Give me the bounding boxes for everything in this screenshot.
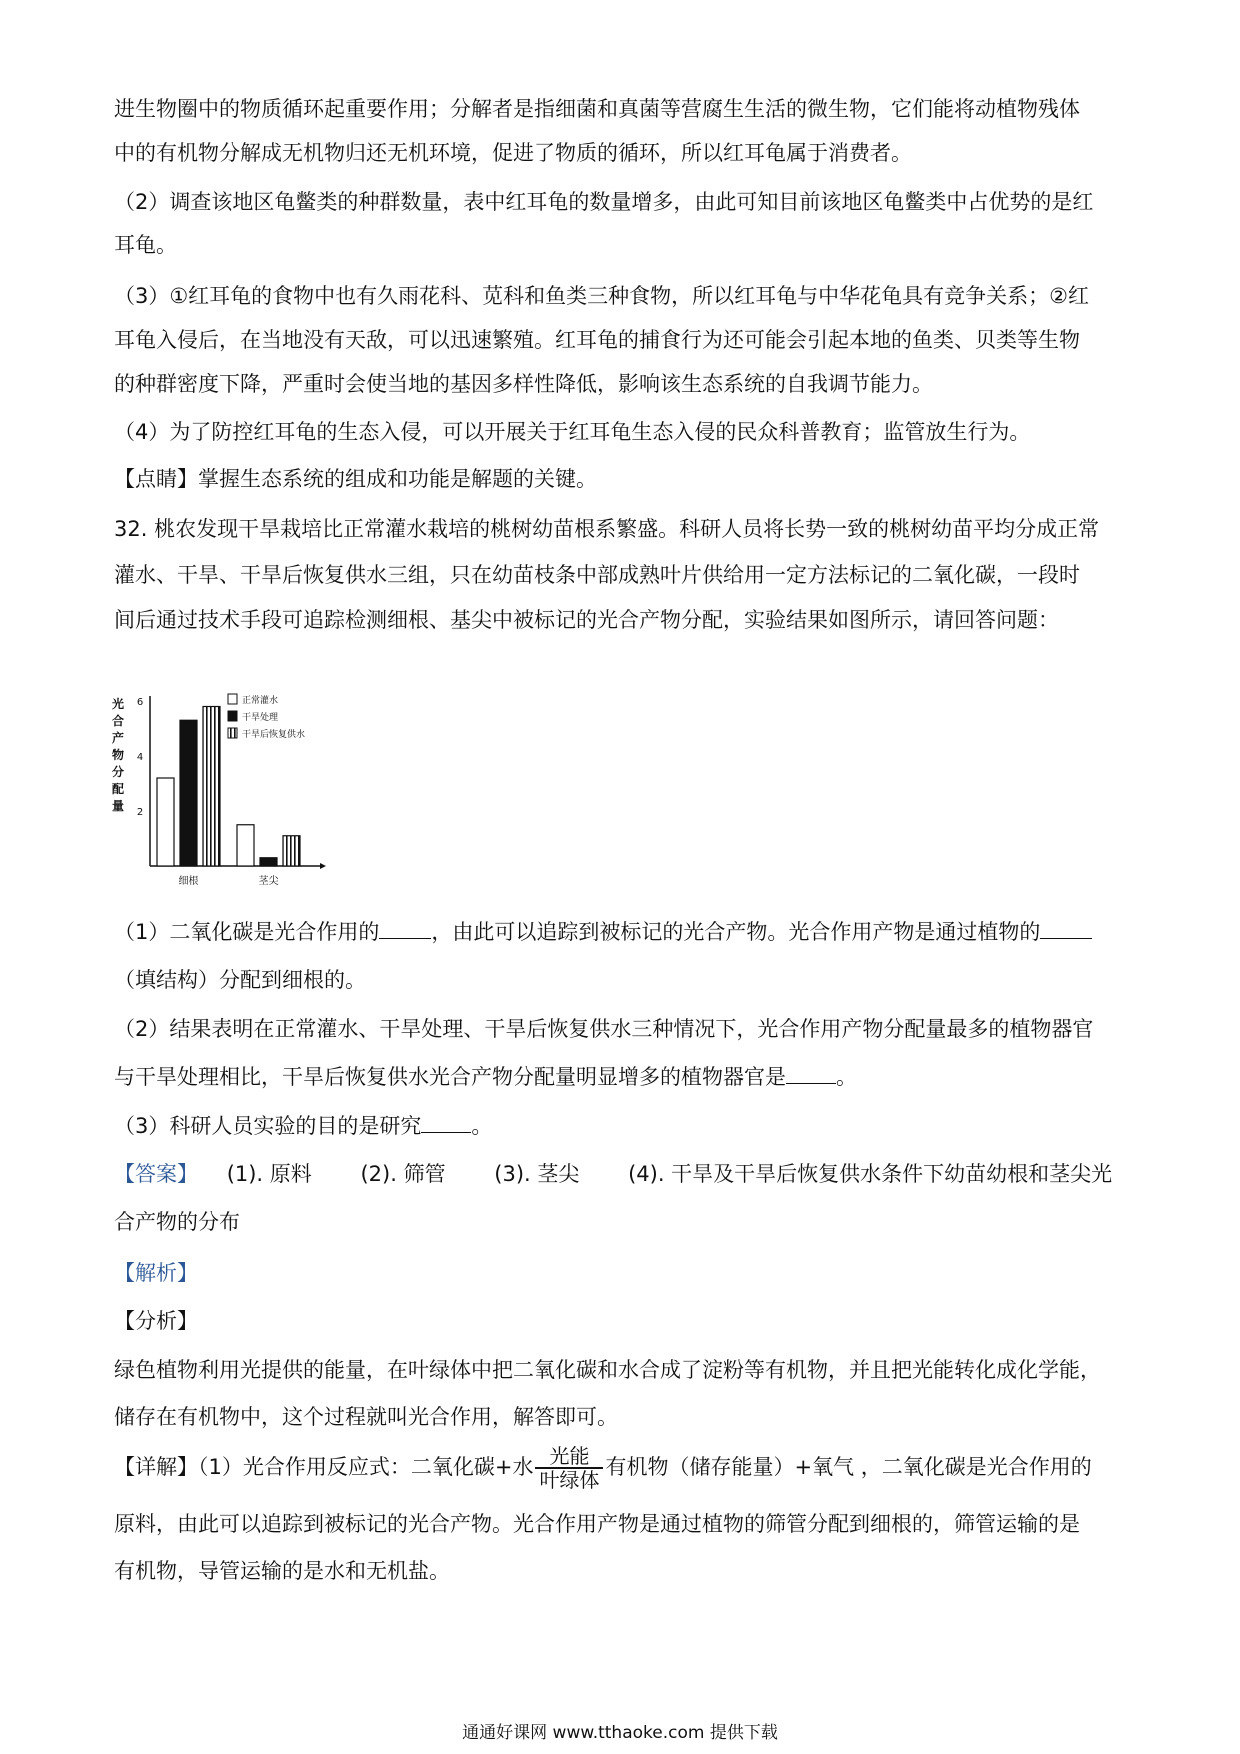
- analysis-line: 绿色植物利用光提供的能量，在叶绿体中把二氧化碳和水合成了淀粉等有机物，并且把光能转化成化学能，: [114, 1358, 1101, 1382]
- detail-line: 原料，由此可以追踪到被标记的光合产物。光合作用产物是通过植物的筛管分配到细根的，筛管运输的是: [114, 1512, 1080, 1536]
- sub3-text-b: 。: [471, 1114, 493, 1138]
- answer-blank: [1040, 920, 1092, 939]
- y-tick-label: 4: [136, 752, 144, 763]
- question-sub2-line: [114, 1063, 1130, 1091]
- y-axis-label-char: 产: [112, 731, 125, 745]
- bar-1-0: [237, 825, 254, 866]
- y-tick-label: 6: [136, 697, 144, 708]
- tip-line: 【点睛】掌握生态系统的组成和功能是解题的关键。: [114, 467, 597, 491]
- y-tick-label: 2: [136, 807, 144, 818]
- detail-text-a: （1）光合作用反应式：二氧化碳+水: [198, 1455, 534, 1479]
- legend-swatch: [228, 694, 237, 704]
- legend-swatch: [228, 728, 237, 738]
- answer-blank: [379, 920, 431, 939]
- detail-text-b: 有机物（储存能量）+氧气 ，二氧化碳是光合作用的: [605, 1455, 1092, 1479]
- bar-1-2: [283, 836, 300, 866]
- y-axis-label-char: 光: [112, 697, 125, 711]
- question-line: 灌水、干旱、干旱后恢复供水三组，只在幼苗枝条中部成熟叶片供给用一定方法标记的二氧化碳，一段时: [114, 563, 1080, 587]
- sub2-text-a: 与干旱处理相比，干旱后恢复供水光合产物分配量明显增多的植物器官是: [114, 1065, 786, 1089]
- detail-label: 【详解】: [114, 1455, 198, 1479]
- paragraph-line: 中的有机物分解成无机物归还无机环境，促进了物质的循环，所以红耳龟属于消费者。: [114, 141, 912, 165]
- detail-line: 有机物，导管运输的是水和无机盐。: [114, 1559, 450, 1583]
- bar-0-2: [203, 707, 220, 867]
- paragraph-line: 的种群密度下降，严重时会使当地的基因多样性降低，影响该生态系统的自我调节能力。: [114, 372, 933, 396]
- y-axis-label-char: 量: [112, 799, 125, 813]
- answer-item: (4). 干旱及干旱后恢复供水条件下幼苗幼根和茎尖光: [628, 1162, 1113, 1186]
- legend-label: 干旱处理: [242, 713, 279, 723]
- formula-condition-bottom: 叶绿体: [539, 1468, 600, 1492]
- question-line: 32. 桃农发现干旱栽培比正常灌水栽培的桃树幼苗根系繁盛。科研人员将长势一致的桃树幼苗平均分成正常: [114, 517, 1100, 541]
- y-axis-label-char: 配: [112, 782, 125, 796]
- answer-item: (1). 原料: [226, 1162, 312, 1186]
- bar-chart: [110, 686, 360, 891]
- answer-label: 【答案】: [114, 1162, 198, 1186]
- bar-chart-svg: [110, 686, 360, 891]
- paragraph-line: （2）调查该地区龟鳖类的种群数量，表中红耳龟的数量增多，由此可知目前该地区龟鳖类中占优势的是红: [114, 190, 1094, 214]
- legend-swatch: [228, 711, 237, 721]
- x-tick-label: 茎尖: [258, 876, 279, 887]
- answer-blank: [786, 1065, 836, 1084]
- sub3-text-a: （3）科研人员实验的目的是研究: [114, 1114, 422, 1138]
- x-tick-label: 细根: [178, 876, 199, 887]
- y-axis-label-char: 物: [112, 748, 125, 762]
- formula-condition-top: 光能: [535, 1445, 603, 1469]
- question-sub3-line: [114, 1112, 1130, 1140]
- answer-blank: [421, 1114, 471, 1133]
- bar-0-1: [180, 720, 197, 866]
- bar-1-1: [260, 858, 277, 866]
- analysis-line: 储存在有机物中，这个过程就叫光合作用，解答即可。: [114, 1405, 618, 1429]
- detail-line: [114, 1443, 1130, 1491]
- paragraph-line: （4）为了防控红耳龟的生态入侵，可以开展关于红耳龟生态入侵的民众科普教育；监管放生行为。: [114, 420, 1031, 444]
- legend-label: 正常灌水: [242, 696, 279, 706]
- bar-0-0: [157, 778, 174, 866]
- question-line: 间后通过技术手段可追踪检测细根、基尖中被标记的光合产物分配，实验结果如图所示，请回答问题：: [114, 608, 1059, 632]
- legend-label: 干旱后恢复供水: [242, 730, 306, 740]
- paragraph-line: 进生物圈中的物质循环起重要作用；分解者是指细菌和真菌等营腐生生活的微生物，它们能将动植物残体: [114, 97, 1080, 121]
- y-axis-label-char: 分: [112, 765, 125, 779]
- sub1-text-b: ，由此可以追踪到被标记的光合产物。光合作用产物是通过植物的: [431, 920, 1041, 944]
- paragraph-line: 耳龟入侵后，在当地没有天敌，可以迅速繁殖。红耳龟的捕食行为还可能会引起本地的鱼类、贝类等生物: [114, 328, 1080, 352]
- question-line: （2）结果表明在正常灌水、干旱处理、干旱后恢复供水三种情况下，光合作用产物分配量最多的植物器官: [114, 1017, 1094, 1041]
- reaction-formula: [535, 1445, 603, 1491]
- question-line: （填结构）分配到细根的。: [114, 968, 366, 992]
- paragraph-line: 耳龟。: [114, 233, 177, 257]
- answer-item: (3). 茎尖: [494, 1162, 580, 1186]
- answer-line: [114, 1160, 1130, 1188]
- y-axis-label-char: 合: [112, 714, 125, 728]
- answer-line: 合产物的分布: [114, 1210, 240, 1234]
- sub1-text-a: （1）二氧化碳是光合作用的: [114, 920, 380, 944]
- sub2-text-c: 。: [836, 1065, 857, 1089]
- answer-item: (2). 筛管: [360, 1162, 446, 1186]
- page-footer: 通通好课网 www.tthaoke.com 提供下载: [462, 1723, 778, 1743]
- analysis-subheading: 【分析】: [114, 1309, 198, 1333]
- analysis-heading: 【解析】: [114, 1261, 198, 1285]
- x-axis-arrow: [320, 863, 326, 869]
- question-sub1-line: [114, 918, 1130, 946]
- paragraph-line: （3）①红耳龟的食物中也有久雨花科、苋科和鱼类三种食物，所以红耳龟与中华花龟具有竞争关系；②红: [114, 284, 1090, 308]
